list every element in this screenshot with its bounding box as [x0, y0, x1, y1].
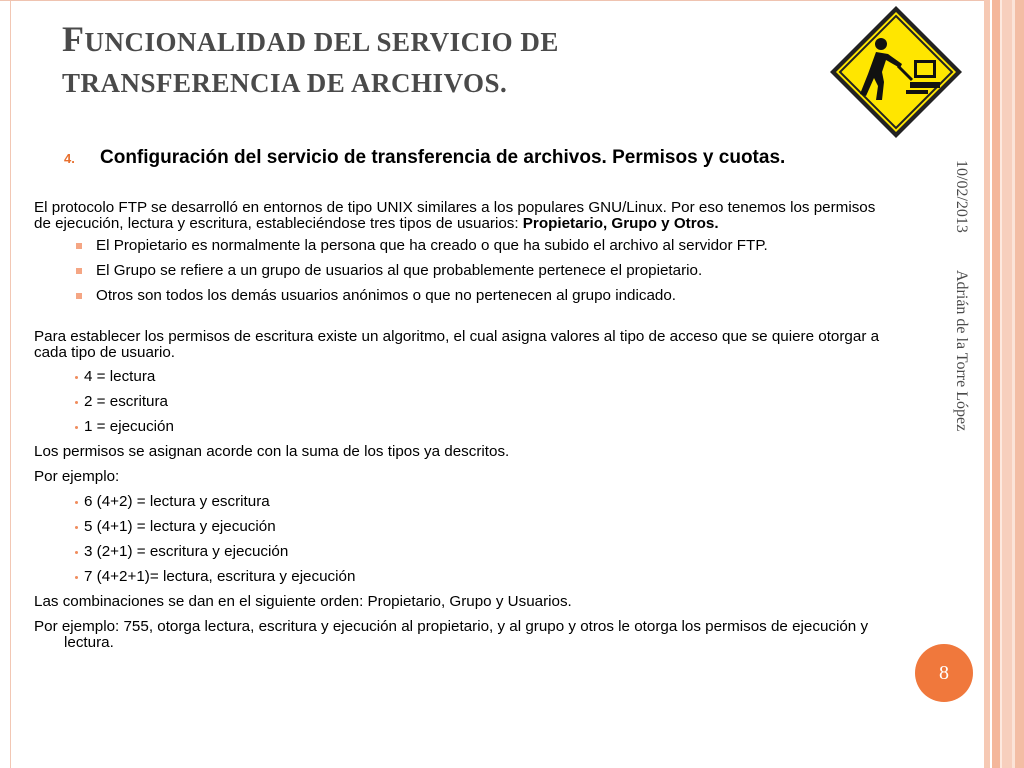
- list-item: 5 (4+1) = lectura y ejecución: [34, 519, 894, 535]
- list-item: El Grupo se refiere a un grupo de usuarios al que probablemente pertenece el propietario.: [34, 263, 894, 279]
- list-item: 6 (4+2) = lectura y escritura: [34, 494, 894, 510]
- slide-date: 10/02/2013: [953, 160, 970, 233]
- list-item: 4 = lectura: [34, 369, 894, 385]
- final-paragraph: Por ejemplo: 755, otorga lectura, escritura y ejecución al propietario, y al grupo y otros le otorga los permisos de ejecución y lectura.: [34, 618, 869, 651]
- page-number-badge: 8: [915, 644, 973, 702]
- example-label: Por ejemplo:: [34, 468, 120, 485]
- list-item: 2 = escritura: [34, 394, 894, 410]
- section-number: 4.: [64, 151, 75, 166]
- slide-title: FUNCIONALIDAD DEL SERVICIO DE TRANSFERENCIA DE ARCHIVOS.: [62, 19, 559, 98]
- list-item: 7 (4+2+1)= lectura, escritura y ejecución: [34, 569, 894, 585]
- right-decoration: [984, 0, 1024, 768]
- examples-list: [34, 494, 894, 585]
- algorithm-paragraph: Para establecer los permisos de escritura existe un algoritmo, el cual asigna valores al tipo de acceso que se quiere otorgar a cada tipo de usuario.: [34, 328, 880, 361]
- section-heading-text: Configuración del servicio de transferencia de archivos. Permisos y cuotas.: [100, 147, 786, 168]
- construction-worker-sign-icon: [826, 2, 966, 142]
- user-types-list: [34, 238, 894, 304]
- slide-body: [34, 200, 894, 651]
- intro-bold: Propietario, Grupo y Otros.: [522, 215, 719, 232]
- order-paragraph: Las combinaciones se dan en el siguiente orden: Propietario, Grupo y Usuarios.: [34, 593, 572, 610]
- list-item: El Propietario es normalmente la persona que ha creado o que ha subido el archivo al servidor FTP.: [34, 238, 894, 254]
- list-item: 1 = ejecución: [34, 419, 894, 435]
- left-border: [0, 0, 11, 768]
- slide-footer-vertical: [950, 160, 970, 480]
- section-heading: [64, 147, 914, 169]
- list-item: 3 (2+1) = escritura y ejecución: [34, 544, 894, 560]
- values-list: [34, 369, 894, 435]
- list-item: Otros son todos los demás usuarios anónimos o que no pertenecen al grupo indicado.: [34, 288, 894, 304]
- slide-author: Adrián de la Torre López: [953, 270, 970, 432]
- top-divider: [0, 0, 985, 1]
- intro-paragraph: El protocolo FTP se desarrolló en entornos de tipo UNIX similares a los populares GNU/Linux. Por eso tenemos los permisos de ejecución, lectura y escritura, estableciéndose tres tipos de usuarios: Propietario, Grupo y Otros.: [34, 199, 876, 232]
- sum-paragraph: Los permisos se asignan acorde con la suma de los tipos ya descritos.: [34, 443, 510, 460]
